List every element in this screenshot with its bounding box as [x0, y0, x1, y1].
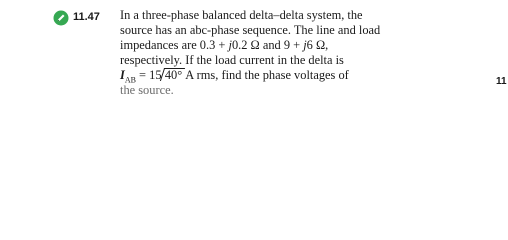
statement-line-4: respectively. If the load current in the delta is: [120, 53, 344, 67]
problem-number: 11.47: [73, 11, 100, 23]
edit-pencil-icon[interactable]: [53, 10, 69, 26]
margin-page-number: 11: [496, 76, 507, 87]
statement-line-5: $I_{AB} = 15$ 40° A rms, find the phase voltages of: [120, 68, 349, 85]
problem-statement: [120, 8, 460, 98]
problem-page: [0, 0, 508, 107]
statement-line-6: the source.: [120, 83, 174, 97]
statement-line-3: impedances are 0.3 + j0.2 Ω and 9 + j6 Ω,: [120, 38, 329, 52]
statement-line-1: In a three-phase balanced delta–delta system, the: [120, 8, 363, 22]
phase-angle: 40°: [159, 68, 185, 81]
statement-line-2: source has an abc-phase sequence. The line and load: [120, 23, 381, 37]
